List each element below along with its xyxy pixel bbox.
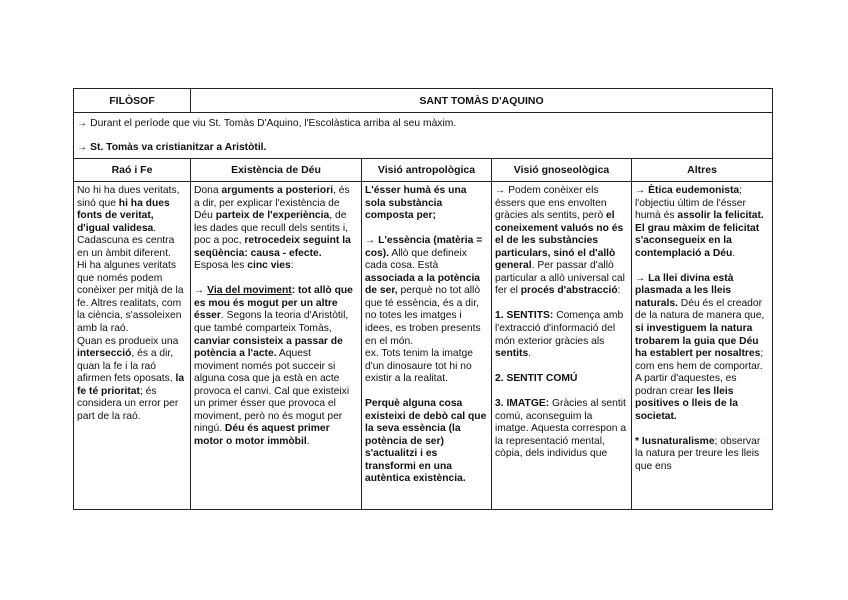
cell-reason-faith bbox=[74, 182, 191, 510]
reason-faith-para-3: Quan es produeix una intersecció, és a dir, quan la fe i la raó afirmen fets oposats, la fe té prioritat; és considera un error per part de la raó. bbox=[77, 335, 185, 422]
intro-line-2-text: → St. Tomàs va cristianitzar a Aristòtil. bbox=[77, 142, 267, 153]
philosophy-table bbox=[73, 88, 773, 510]
table-header-row bbox=[74, 89, 773, 113]
cell-god-existence bbox=[191, 182, 362, 510]
column-header-anthropology: Visió antropològica bbox=[362, 159, 492, 182]
header-philosopher-name: SANT TOMÀS D'AQUINO bbox=[191, 89, 773, 113]
intro-cell bbox=[74, 113, 773, 159]
reason-faith-para-1: No hi ha dues veritats, sinó que hi ha dues fonts de veritat, d'igual validesa. Cadascuna es centra en un àmbit diferent. bbox=[77, 185, 180, 259]
column-header-god-existence: Existència de Déu bbox=[191, 159, 362, 182]
intro-row bbox=[74, 113, 773, 159]
others-para-1: → Ètica eudemonista; l'objectiu últim de l'ésser humà és assolir la felicitat. El grau màxim de felicitat s'aconsegueix en la contemplació a Déu. bbox=[635, 185, 764, 259]
intro-line-1: → Durant el període que viu St. Tomàs D'Aquino, l'Escolàstica arriba al seu màxim. bbox=[77, 118, 457, 129]
content-row bbox=[74, 182, 773, 510]
anthropology-para-1: L'ésser humà és una sola substància composta per; bbox=[365, 185, 467, 222]
header-philosopher-label: FILÒSOF bbox=[74, 89, 191, 113]
god-existence-para-2: → Via del moviment: tot allò que es mou és mogut per un altre ésser. Segons la teoria d'Aristòtil, que també comparteix Tomàs, canviar consisteix a passar de potència a l'acte. Aquest moviment només pot succeir si alguna cosa que ja està en acte provoca el canvi. Cal que existeixi un primer ésser que provoca el moviment, però no és mogut per ningú. Déu és aquest primer motor o motor immòbil. bbox=[194, 285, 353, 447]
intro-line-2 bbox=[77, 141, 769, 154]
gnoseology-step-2: 2. SENTIT COMÚ bbox=[495, 373, 578, 385]
others-para-3: * Iusnaturalisme; observar la natura per treure les lleis que ens bbox=[635, 435, 761, 472]
cell-others bbox=[632, 182, 773, 510]
god-existence-para-1: Dona arguments a posteriori, és a dir, per explicar l'existència de Déu parteix de l'experiència, de les dades que recull dels sentits i, poc a poc, retrocedeix seguint la seqüència: causa - efecte. Esposa les cinc vies: bbox=[194, 185, 351, 272]
cell-gnoseology bbox=[492, 182, 632, 510]
anthropology-para-4: Perquè alguna cosa existeixi de debò cal que la seva essència (la potència de ser) s'actualitzi i es transformi en una autèntica existència. bbox=[365, 398, 487, 485]
anthropology-para-2: → L'essència (matèria = cos). Allò que defineix cada cosa. Està associada a la potència de ser, perquè no tot allò que té essència, és a dir, no totes les imatges i idees, es troben presents en el món. bbox=[365, 235, 483, 347]
column-header-others: Altres bbox=[632, 159, 773, 182]
anthropology-para-3: ex. Tots tenim la imatge d'un dinosaure tot hi no existir a la realitat. bbox=[365, 348, 473, 385]
column-header-reason-faith: Raó i Fe bbox=[74, 159, 191, 182]
others-para-2: → La llei divina està plasmada a les lleis naturals. Déu és el creador de la natura de manera que, si investiguem la natura trobarem la guia que Déu ha establert per nosaltres; com ens hem de comportar. A partir d'aquestes, es podran crear les lleis positives o lleis de la societat. bbox=[635, 272, 765, 422]
column-header-row bbox=[74, 159, 773, 182]
gnoseology-para-1: → Podem conèixer els éssers que ens envolten gràcies als sentits, però el coneixement valuós no és el de les substàncies particulars, sinó el d'allò general. Per passar d'allò particular a allò universal cal fer el procés d'abstracció: bbox=[495, 185, 625, 297]
cell-anthropology bbox=[362, 182, 492, 510]
gnoseology-step-1: 1. SENTITS: Comença amb l'extracció d'informació del món exterior gràcies als sentits. bbox=[495, 310, 624, 360]
column-header-gnoseology: Visió gnoseològica bbox=[492, 159, 632, 182]
gnoseology-step-3: 3. IMATGE: Gràcies al sentit comú, aconseguim la imatge. Aquesta correspon a la representació mental, còpia, dels individus que bbox=[495, 398, 627, 460]
reason-faith-para-2: Hi ha algunes veritats que només podem conèixer per mitjà de la fe. Altres realitats, com la ciència, s'assoleixen amb la raó. bbox=[77, 260, 184, 335]
